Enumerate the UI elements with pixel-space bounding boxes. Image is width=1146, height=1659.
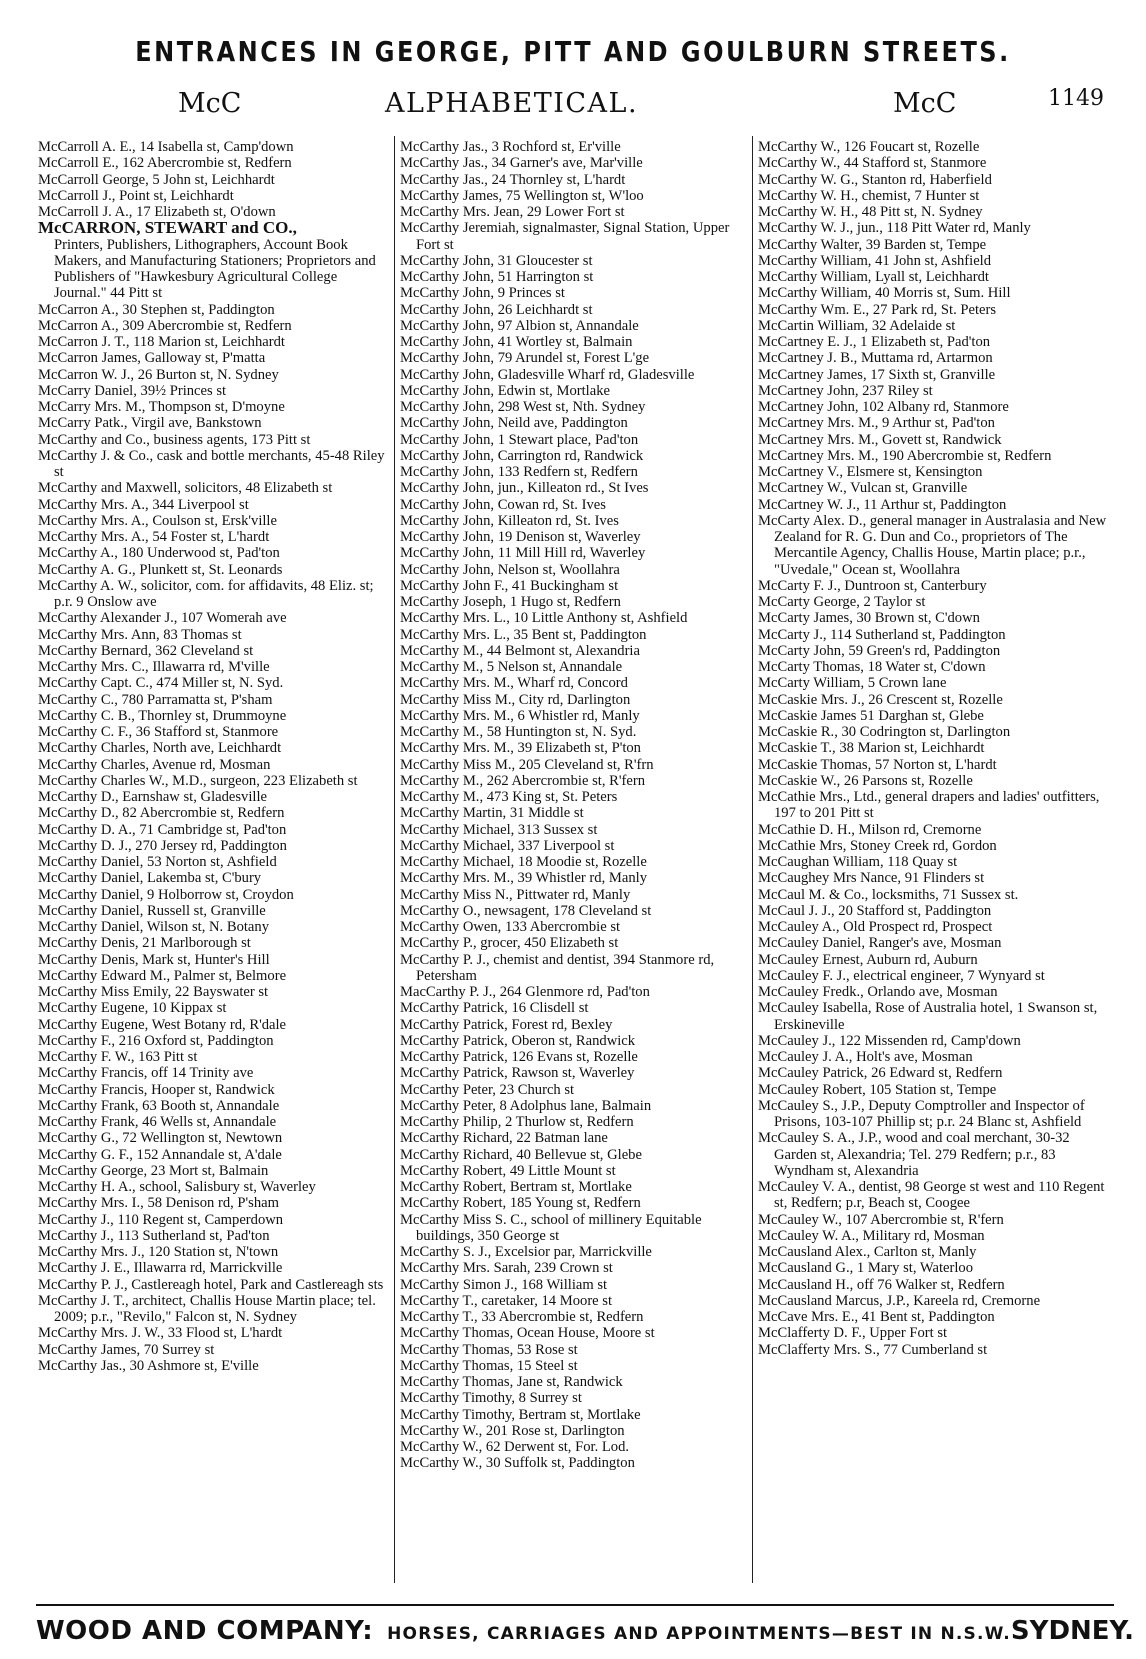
directory-entry: McCartney W. J., 11 Arthur st, Paddington bbox=[758, 496, 1007, 513]
directory-entry: McCarthy Miss S. C., school of millinery Equitable buildings, 350 George st bbox=[400, 1211, 702, 1244]
directory-entry: McCartney John, 102 Albany rd, Stanmore bbox=[758, 399, 1009, 415]
directory-entry: McCarthy Jas., 34 Garner's ave, Mar'ville bbox=[400, 155, 643, 172]
column-divider bbox=[752, 136, 753, 1583]
directory-entry: McCarthy G., 72 Wellington st, Newtown bbox=[38, 1130, 283, 1147]
directory-entry: McCauley W., 107 Abercrombie st, R'fern bbox=[758, 1211, 1004, 1228]
directory-entry: McCarthy Miss N., Pittwater rd, Manly bbox=[400, 886, 631, 903]
directory-entry: McCarthy Bernard, 362 Cleveland st bbox=[38, 642, 254, 659]
footer-rule bbox=[36, 1604, 1114, 1606]
directory-entry: McCarthy Patrick, Rawson st, Waverley bbox=[400, 1065, 635, 1082]
directory-entry: McCarthy M., 473 King st, St. Peters bbox=[400, 789, 618, 805]
directory-entry: McCarthy A., 180 Underwood st, Pad'ton bbox=[38, 545, 280, 562]
directory-entry: McCaughan William, 118 Quay st bbox=[758, 854, 958, 870]
directory-entry: McCartney Mrs. M., 190 Abercrombie st, Redfern bbox=[758, 447, 1052, 464]
directory-entry: McCarthy Robert, 49 Little Mount st bbox=[400, 1162, 616, 1179]
directory-entry: McCarthy Daniel, 53 Norton st, Ashfield bbox=[38, 854, 277, 870]
directory-entry: McClafferty D. F., Upper Fort st bbox=[758, 1325, 948, 1342]
directory-entry: McCarthy Mrs. Sarah, 239 Crown st bbox=[400, 1260, 613, 1277]
directory-entry: McCarthy Wm. E., 27 Park rd, St. Peters bbox=[758, 301, 997, 318]
directory-entry: McCauley Patrick, 26 Edward st, Redfern bbox=[758, 1065, 1003, 1082]
directory-column-2 bbox=[400, 139, 750, 1472]
directory-entry: McCarthy Miss M., 205 Cleveland st, R'frn bbox=[400, 756, 654, 773]
directory-entry: McCarthy M., 262 Abercrombie st, R'fern bbox=[400, 772, 646, 789]
directory-entry: McCarthy Mrs. A., 344 Liverpool st bbox=[38, 496, 249, 513]
column-divider bbox=[394, 136, 395, 1583]
directory-entry: McCarthy John, 9 Princes st bbox=[400, 285, 565, 302]
directory-entry: McCarthy J. E., Illawarra rd, Marrickville bbox=[38, 1260, 283, 1277]
directory-entry: McCarthy P. J., chemist and dentist, 394 Stanmore rd, Petersham bbox=[400, 951, 715, 984]
directory-entry: McCarthy William, Lyall st, Leichhardt bbox=[758, 269, 989, 285]
directory-entry: McCarthy D. A., 71 Cambridge st, Pad'ton bbox=[38, 821, 287, 838]
directory-entry: McCARRON, STEWART and CO., bbox=[38, 220, 297, 237]
directory-entry: McCathie Mrs, Stoney Creek rd, Gordon bbox=[758, 837, 997, 854]
directory-entry: McCarthy William, 41 John st, Ashfield bbox=[758, 252, 992, 269]
directory-entry: McCarthy John, Edwin st, Mortlake bbox=[400, 382, 610, 399]
directory-entry: McCarthy Jas., 24 Thornley st, L'hardt bbox=[400, 171, 626, 188]
directory-entry: McCarthy Daniel, 9 Holborrow st, Croydon bbox=[38, 886, 294, 903]
directory-entry: McCarthy Peter, 8 Adolphus lane, Balmain bbox=[400, 1097, 652, 1114]
directory-entry: McCarthy Mrs. M., 39 Elizabeth st, P'ton bbox=[400, 740, 641, 757]
directory-entry: McCarthy Eugene, 10 Kippax st bbox=[38, 1000, 227, 1017]
directory-entry: McCarthy W., 44 Stafford st, Stanmore bbox=[758, 155, 987, 172]
directory-entry: McCartney John, 237 Riley st bbox=[758, 382, 933, 399]
directory-entry: McCarthy Capt. C., 474 Miller st, N. Syd. bbox=[38, 675, 284, 692]
directory-entry: McCarthy Patrick, 16 Clisdell st bbox=[400, 1000, 589, 1017]
directory-entry: McCarty James, 30 Brown st, C'down bbox=[758, 610, 980, 627]
directory-entry: McCarron James, Galloway st, P'matta bbox=[38, 350, 266, 367]
directory-entry: McCauley Isabella, Rose of Australia hotel, 1 Swanson st, Erskineville bbox=[758, 1000, 1098, 1033]
directory-entry: McClafferty Mrs. S., 77 Cumberland st bbox=[758, 1341, 988, 1358]
directory-entry: McCarthy A. G., Plunkett st, St. Leonards bbox=[38, 561, 283, 578]
directory-entry: McCaul M. & Co., locksmiths, 71 Sussex st. bbox=[758, 886, 1019, 903]
directory-entry: McCarthy Owen, 133 Abercrombie st bbox=[400, 919, 621, 935]
footer-slogan: HORSES, CARRIAGES AND APPOINTMENTS—BEST IN N.S.W. bbox=[387, 1624, 1011, 1644]
running-head-right: McC bbox=[893, 88, 957, 119]
directory-entry: McCarthy P. J., Castlereagh hotel, Park and Castlereagh sts bbox=[38, 1276, 384, 1293]
directory-entry: McCarthy Robert, 185 Young st, Redfern bbox=[400, 1195, 641, 1212]
directory-entry: McCarthy Richard, 40 Bellevue st, Glebe bbox=[400, 1146, 642, 1163]
directory-entry: McCarthy Jas., 3 Rochford st, Er'ville bbox=[400, 139, 621, 155]
directory-entry: McCarthy W., 126 Foucart st, Rozelle bbox=[758, 139, 980, 155]
directory-entry: McCarthy Mrs. I., 58 Denison rd, P'sham bbox=[38, 1195, 279, 1212]
directory-entry: McCarthy Denis, Mark st, Hunter's Hill bbox=[38, 951, 270, 968]
directory-entry: McCarthy William, 40 Morris st, Sum. Hill bbox=[758, 285, 1011, 302]
directory-entry: McCarthy C. B., Thornley st, Drummoyne bbox=[38, 707, 287, 724]
directory-entry: McCauley V. A., dentist, 98 George st west and 110 Regent st, Redfern; p.r, Beach st, Coogee bbox=[758, 1179, 1105, 1212]
directory-entry: McCarty George, 2 Taylor st bbox=[758, 594, 926, 610]
directory-entry: McCarthy Thomas, Ocean House, Moore st bbox=[400, 1325, 655, 1342]
directory-entry: McCausland G., 1 Mary st, Waterloo bbox=[758, 1260, 973, 1277]
directory-entry: McCarthy C. F., 36 Stafford st, Stanmore bbox=[38, 724, 279, 740]
directory-entry: McCauley J., 122 Missenden rd, Camp'down bbox=[758, 1032, 1021, 1049]
directory-entry: McCaskie James 51 Darghan st, Glebe bbox=[758, 707, 984, 724]
directory-entry: McCarty Thomas, 18 Water st, C'down bbox=[758, 659, 986, 675]
directory-entry: McCarron W. J., 26 Burton st, N. Sydney bbox=[38, 366, 279, 383]
directory-entry: McCarthy W., 30 Suffolk st, Paddington bbox=[400, 1455, 635, 1472]
directory-entry: McCarthy and Co., business agents, 173 Pitt st bbox=[38, 431, 311, 448]
directory-entry: McCarroll A. E., 14 Isabella st, Camp'down bbox=[38, 139, 294, 155]
directory-entry: McCartney James, 17 Sixth st, Granville bbox=[758, 366, 996, 383]
directory-entry: MacCarthy P. J., 264 Glenmore rd, Pad'ton bbox=[400, 984, 650, 1000]
directory-entry: McCarthy George, 23 Mort st, Balmain bbox=[38, 1162, 269, 1179]
directory-entry: McCauley Daniel, Ranger's ave, Mosman bbox=[758, 935, 1002, 952]
directory-entry: McCarthy Michael, 337 Liverpool st bbox=[400, 837, 615, 854]
directory-entry: McCauley Fredk., Orlando ave, Mosman bbox=[758, 984, 998, 1000]
directory-entry: McCarthy Miss Emily, 22 Bayswater st bbox=[38, 984, 269, 1000]
directory-entry: McCarthy Miss M., City rd, Darlington bbox=[400, 691, 631, 708]
directory-entry: McCarthy Eugene, West Botany rd, R'dale bbox=[38, 1016, 287, 1033]
directory-entry: McCaskie T., 38 Marion st, Leichhardt bbox=[758, 740, 985, 757]
directory-entry: McCarthy T., 33 Abercrombie st, Redfern bbox=[400, 1309, 644, 1325]
directory-entry: McCarthy Patrick, Oberon st, Randwick bbox=[400, 1032, 636, 1049]
directory-entry: McCarthy Mrs. M., 39 Whistler rd, Manly bbox=[400, 870, 647, 887]
directory-entry: McCarthy John, 51 Harrington st bbox=[400, 269, 594, 285]
directory-entry: McCarthy John, 11 Mill Hill rd, Waverley bbox=[400, 545, 646, 562]
directory-entry: McCarthy D. J., 270 Jersey rd, Paddington bbox=[38, 837, 287, 854]
directory-entry: McCarthy F., 216 Oxford st, Paddington bbox=[38, 1032, 274, 1049]
directory-entry: McCarthy Mrs. Jean, 29 Lower Fort st bbox=[400, 204, 625, 220]
directory-entry: McCauley Ernest, Auburn rd, Auburn bbox=[758, 951, 978, 968]
banner-heading: ENTRANCES IN GEORGE, PITT AND GOULBURN STREETS. bbox=[135, 35, 1011, 69]
directory-entry: McCarroll J. A., 17 Elizabeth st, O'down bbox=[38, 204, 276, 220]
directory-entry: McCarthy W. J., jun., 118 Pitt Water rd, Manly bbox=[758, 220, 1031, 237]
page-number: 1149 bbox=[1048, 86, 1104, 111]
directory-entry: McCarthy Daniel, Russell st, Granville bbox=[38, 902, 266, 919]
directory-entry: McCarthy W. H., chemist, 7 Hunter st bbox=[758, 187, 980, 204]
directory-entry: McCarthy James, 70 Surrey st bbox=[38, 1341, 215, 1358]
directory-entry: McCarthy W. G., Stanton rd, Haberfield bbox=[758, 171, 992, 188]
directory-entry: McCarthy Martin, 31 Middle st bbox=[400, 805, 584, 822]
directory-entry: McCauley S. A., J.P., wood and coal merchant, 30-32 Garden st, Alexandria; Tel. 279 Redfern; p.r., 83 Wyndham st, Alexandria bbox=[758, 1130, 1070, 1179]
directory-entry: McCaughey Mrs Nance, 91 Flinders st bbox=[758, 870, 985, 887]
directory-entry: McCarthy Michael, 18 Moodie st, Rozelle bbox=[400, 854, 647, 870]
directory-entry: McCarthy Jas., 30 Ashmore st, E'ville bbox=[38, 1357, 259, 1374]
directory-entry: McCartney W., Vulcan st, Granville bbox=[758, 480, 968, 497]
directory-entry: McCarthy Francis, Hooper st, Randwick bbox=[38, 1081, 275, 1098]
directory-entry: McCausland Marcus, J.P., Kareela rd, Cremorne bbox=[758, 1292, 1041, 1309]
directory-entry: McCartin William, 32 Adelaide st bbox=[758, 317, 956, 334]
directory-entry: McCarthy H. A., school, Salisbury st, Waverley bbox=[38, 1179, 316, 1195]
directory-entry: McCarthy Charles, Avenue rd, Mosman bbox=[38, 756, 271, 773]
directory-entry: McCarthy Charles, North ave, Leichhardt bbox=[38, 740, 282, 757]
directory-entry: McCartney J. B., Muttama rd, Artarmon bbox=[758, 350, 993, 367]
directory-entry: McCarthy John, 298 West st, Nth. Sydney bbox=[400, 399, 646, 415]
directory-column-3 bbox=[758, 139, 1114, 1358]
directory-entry: McCartney V., Elsmere st, Kensington bbox=[758, 464, 983, 480]
directory-entry: McCarthy John, 79 Arundel st, Forest L'ge bbox=[400, 350, 650, 367]
running-head-title: ALPHABETICAL. bbox=[385, 88, 639, 119]
directory-entry: McCarthy Edward M., Palmer st, Belmore bbox=[38, 967, 287, 984]
directory-entry: McCarry Patk., Virgil ave, Bankstown bbox=[38, 415, 262, 432]
directory-entry: McCarthy D., Earnshaw st, Gladesville bbox=[38, 789, 267, 805]
directory-entry: McCarron A., 309 Abercrombie st, Redfern bbox=[38, 317, 292, 334]
directory-entry: McCarthy John, Gladesville Wharf rd, Gladesville bbox=[400, 366, 695, 383]
directory-entry: McCarthy Daniel, Wilson st, N. Botany bbox=[38, 919, 269, 935]
directory-entry: McCarthy Francis, off 14 Trinity ave bbox=[38, 1065, 254, 1082]
directory-entry: McCarthy Mrs. M., Wharf rd, Concord bbox=[400, 675, 628, 692]
directory-entry: McCarthy John, 97 Albion st, Annandale bbox=[400, 317, 639, 334]
directory-entry: McCarthy P., grocer, 450 Elizabeth st bbox=[400, 935, 619, 952]
directory-entry: McCarron J. T., 118 Marion st, Leichhardt bbox=[38, 334, 285, 350]
directory-entry: McCarthy Patrick, Forest rd, Bexley bbox=[400, 1016, 613, 1033]
directory-column-1 bbox=[38, 139, 390, 1374]
directory-entry: McCarthy Philip, 2 Thurlow st, Redfern bbox=[400, 1114, 634, 1130]
directory-entry: McCarthy Charles W., M.D., surgeon, 223 Elizabeth st bbox=[38, 772, 358, 789]
directory-entry: McCartney E. J., 1 Elizabeth st, Pad'ton bbox=[758, 334, 991, 350]
directory-entry: McCarthy Thomas, 53 Rose st bbox=[400, 1341, 578, 1358]
directory-entry: McCartney Mrs. M., 9 Arthur st, Pad'ton bbox=[758, 415, 995, 432]
directory-entry: McCarthy W., 201 Rose st, Darlington bbox=[400, 1422, 625, 1439]
directory-entry: McCauley F. J., electrical engineer, 7 Wynyard st bbox=[758, 967, 1045, 984]
directory-entry: McCarthy Peter, 23 Church st bbox=[400, 1081, 575, 1098]
directory-entry: McCarroll J., Point st, Leichhardt bbox=[38, 187, 234, 204]
directory-entry: McCarthy D., 82 Abercrombie st, Redfern bbox=[38, 805, 285, 822]
directory-entry: McCarthy W., 62 Derwent st, For. Lod. bbox=[400, 1439, 630, 1455]
footer-advert bbox=[36, 1616, 1134, 1646]
directory-entry: McCarthy Mrs. J. W., 33 Flood st, L'hardt bbox=[38, 1325, 283, 1342]
directory-entry: McCarthy Mrs. L., 10 Little Anthony st, Ashfield bbox=[400, 610, 688, 627]
directory-entry: McCathie Mrs., Ltd., general drapers and ladies' outfitters, 197 to 201 Pitt st bbox=[758, 789, 1100, 822]
directory-entry: McCarthy John, Carrington rd, Randwick bbox=[400, 447, 644, 464]
directory-entry: McCarthy A. W., solicitor, com. for affidavits, 48 Eliz. st; p.r. 9 Onslow ave bbox=[38, 577, 374, 610]
directory-entry: McCarthy Thomas, 15 Steel st bbox=[400, 1357, 578, 1374]
directory-entry: McCarty F. J., Duntroon st, Canterbury bbox=[758, 577, 987, 594]
directory-entry: McCarthy John F., 41 Buckingham st bbox=[400, 577, 619, 594]
directory-entry: McCauley W. A., Military rd, Mosman bbox=[758, 1227, 985, 1244]
directory-entry: McCarthy John, Neild ave, Paddington bbox=[400, 415, 628, 432]
directory-entry: McCarthy Mrs. M., 6 Whistler rd, Manly bbox=[400, 707, 640, 724]
directory-entry: McCarthy John, 1 Stewart place, Pad'ton bbox=[400, 431, 639, 448]
directory-entry: McCaskie Mrs. J., 26 Crescent st, Rozelle bbox=[758, 691, 1003, 708]
directory-entry: McCarty William, 5 Crown lane bbox=[758, 675, 947, 692]
directory-entry: McCarty John, 59 Green's rd, Paddington bbox=[758, 642, 1001, 659]
directory-entry: McCarthy J., 110 Regent st, Camperdown bbox=[38, 1211, 284, 1228]
directory-entry: McCaskie W., 26 Parsons st, Rozelle bbox=[758, 772, 973, 789]
directory-entry: McCarthy J. & Co., cask and bottle merchants, 45-48 Riley st bbox=[38, 447, 385, 480]
directory-entry: McCarthy Denis, 21 Marlborough st bbox=[38, 935, 251, 952]
directory-entry: McCarthy Timothy, Bertram st, Mortlake bbox=[400, 1406, 641, 1423]
directory-entry: McCarthy John, Killeaton rd, St. Ives bbox=[400, 512, 619, 529]
directory-entry: McCaskie R., 30 Codrington st, Darlington bbox=[758, 724, 1011, 740]
directory-entry: McCarthy Alexander J., 107 Womerah ave bbox=[38, 610, 287, 627]
directory-entry: McCarthy and Maxwell, solicitors, 48 Elizabeth st bbox=[38, 480, 333, 497]
directory-entry: McCartney Mrs. M., Govett st, Randwick bbox=[758, 431, 1002, 448]
directory-entry: McCarthy Timothy, 8 Surrey st bbox=[400, 1390, 582, 1407]
directory-entry: McCarthy Mrs. C., Illawarra rd, M'ville bbox=[38, 659, 270, 675]
directory-entry: McCarthy John, 31 Gloucester st bbox=[400, 252, 593, 269]
directory-entry: McCarthy Jeremiah, signalmaster, Signal Station, Upper Fort st bbox=[400, 220, 730, 253]
directory-entry: McCarthy M., 58 Huntington st, N. Syd. bbox=[400, 724, 637, 740]
directory-entry: McCave Mrs. E., 41 Bent st, Paddington bbox=[758, 1309, 995, 1325]
directory-entry: McCaskie Thomas, 57 Norton st, L'hardt bbox=[758, 756, 997, 773]
directory-entry: McCarthy Thomas, Jane st, Randwick bbox=[400, 1374, 623, 1390]
directory-entry: McCarthy Michael, 313 Sussex st bbox=[400, 821, 598, 838]
directory-entry: McCarthy Daniel, Lakemba st, C'bury bbox=[38, 870, 262, 887]
directory-entry: McCausland Alex., Carlton st, Manly bbox=[758, 1244, 977, 1260]
directory-entry: McCarthy John, Nelson st, Woollahra bbox=[400, 561, 620, 578]
directory-entry: McCauley Robert, 105 Station st, Tempe bbox=[758, 1081, 997, 1098]
directory-entry: McCarthy Mrs. A., 54 Foster st, L'hardt bbox=[38, 529, 270, 545]
directory-entry: McCarty Alex. D., general manager in Australasia and New Zealand for R. G. Dun and Co., proprietors of The Mercantile Agency, Challis House, Martin place; p.r., "Uvedale," Ocean st, Woollahra bbox=[758, 512, 1107, 578]
directory-entry: McCarthy Robert, Bertram st, Mortlake bbox=[400, 1179, 632, 1195]
directory-entry: McCarthy O., newsagent, 178 Cleveland st bbox=[400, 902, 652, 919]
directory-entry: McCarthy James, 75 Wellington st, W'loo bbox=[400, 187, 644, 204]
running-head-left: McC bbox=[178, 88, 242, 119]
directory-entry: McCarthy Mrs. A., Coulson st, Ersk'ville bbox=[38, 512, 277, 529]
directory-entry: McCarthy G. F., 152 Annandale st, A'dale bbox=[38, 1146, 282, 1163]
directory-entry: McCauley J. A., Holt's ave, Mosman bbox=[758, 1049, 973, 1065]
directory-entry: McCarthy F. W., 163 Pitt st bbox=[38, 1049, 198, 1065]
directory-entry: McCarthy Simon J., 168 William st bbox=[400, 1276, 608, 1293]
directory-entry: McCarthy C., 780 Parramatta st, P'sham bbox=[38, 691, 273, 708]
directory-entry: McCarthy J., 113 Sutherland st, Pad'ton bbox=[38, 1227, 270, 1244]
directory-entry: McCauley A., Old Prospect rd, Prospect bbox=[758, 919, 993, 935]
directory-entry: McCarthy S. J., Excelsior par, Marrickville bbox=[400, 1244, 652, 1260]
directory-entry: McCathie D. H., Milson rd, Cremorne bbox=[758, 821, 982, 838]
directory-entry: McCarthy J. T., architect, Challis House Martin place; tel. 2009; p.r., "Revilo," Falcon st, N. Sydney bbox=[38, 1292, 376, 1325]
directory-entry: McCarthy Walter, 39 Barden st, Tempe bbox=[758, 236, 987, 253]
directory-entry: McCarry Daniel, 39½ Princes st bbox=[38, 382, 227, 399]
directory-entry: McCarthy Richard, 22 Batman lane bbox=[400, 1130, 608, 1147]
directory-entry: McCarthy John, Cowan rd, St. Ives bbox=[400, 496, 606, 513]
directory-entry: McCarthy John, 26 Leichhardt st bbox=[400, 301, 593, 318]
directory-entry: McCarty J., 114 Sutherland st, Paddington bbox=[758, 626, 1006, 643]
directory-entry: McCausland H., off 76 Walker st, Redfern bbox=[758, 1276, 1005, 1293]
footer-city: SYDNEY. bbox=[1010, 1616, 1134, 1646]
directory-entry: McCarthy Mrs. L., 35 Bent st, Paddington bbox=[400, 626, 647, 643]
directory-entry: McCauley S., J.P., Deputy Comptroller and Inspector of Prisons, 103-107 Phillip st; p.r. 24 Blanc st, Ashfield bbox=[758, 1097, 1085, 1130]
directory-entry: McCarthy Mrs. J., 120 Station st, N'town bbox=[38, 1244, 279, 1260]
directory-entry: McCarthy Joseph, 1 Hugo st, Redfern bbox=[400, 594, 621, 610]
directory-entry: McCarthy M., 44 Belmont st, Alexandria bbox=[400, 642, 640, 659]
directory-entry: McCarry Mrs. M., Thompson st, D'moyne bbox=[38, 399, 285, 415]
directory-entry: McCarthy Mrs. Ann, 83 Thomas st bbox=[38, 626, 242, 643]
directory-entry: McCarthy John, 19 Denison st, Waverley bbox=[400, 529, 641, 545]
directory-entry: McCarthy John, 133 Redfern st, Redfern bbox=[400, 464, 638, 480]
directory-entry: McCarthy T., caretaker, 14 Moore st bbox=[400, 1292, 613, 1309]
directory-entry: McCaul J. J., 20 Stafford st, Paddington bbox=[758, 902, 992, 919]
footer-firm: WOOD AND COMPANY: bbox=[36, 1616, 374, 1646]
directory-entry: McCarthy Frank, 63 Booth st, Annandale bbox=[38, 1097, 280, 1114]
directory-entry: McCarthy Patrick, 126 Evans st, Rozelle bbox=[400, 1049, 638, 1065]
directory-entry: McCarron A., 30 Stephen st, Paddington bbox=[38, 301, 275, 318]
directory-entry: Printers, Publishers, Lithographers, Account Book Makers, and Manufacturing Stationers; Proprietors and Publishers of "Hawkesbury Agricultural College Journal." 44 Pitt st bbox=[54, 236, 376, 302]
directory-entry: McCarthy John, 41 Wortley st, Balmain bbox=[400, 334, 633, 350]
directory-entry: McCarthy W. H., 48 Pitt st, N. Sydney bbox=[758, 204, 983, 220]
directory-entry: McCarthy M., 5 Nelson st, Annandale bbox=[400, 659, 623, 675]
directory-entry: McCarthy Frank, 46 Wells st, Annandale bbox=[38, 1114, 277, 1130]
directory-entry: McCarroll George, 5 John st, Leichhardt bbox=[38, 171, 275, 188]
directory-entry: McCarroll E., 162 Abercrombie st, Redfern bbox=[38, 155, 292, 172]
directory-entry: McCarthy John, jun., Killeaton rd., St Ives bbox=[400, 480, 649, 497]
